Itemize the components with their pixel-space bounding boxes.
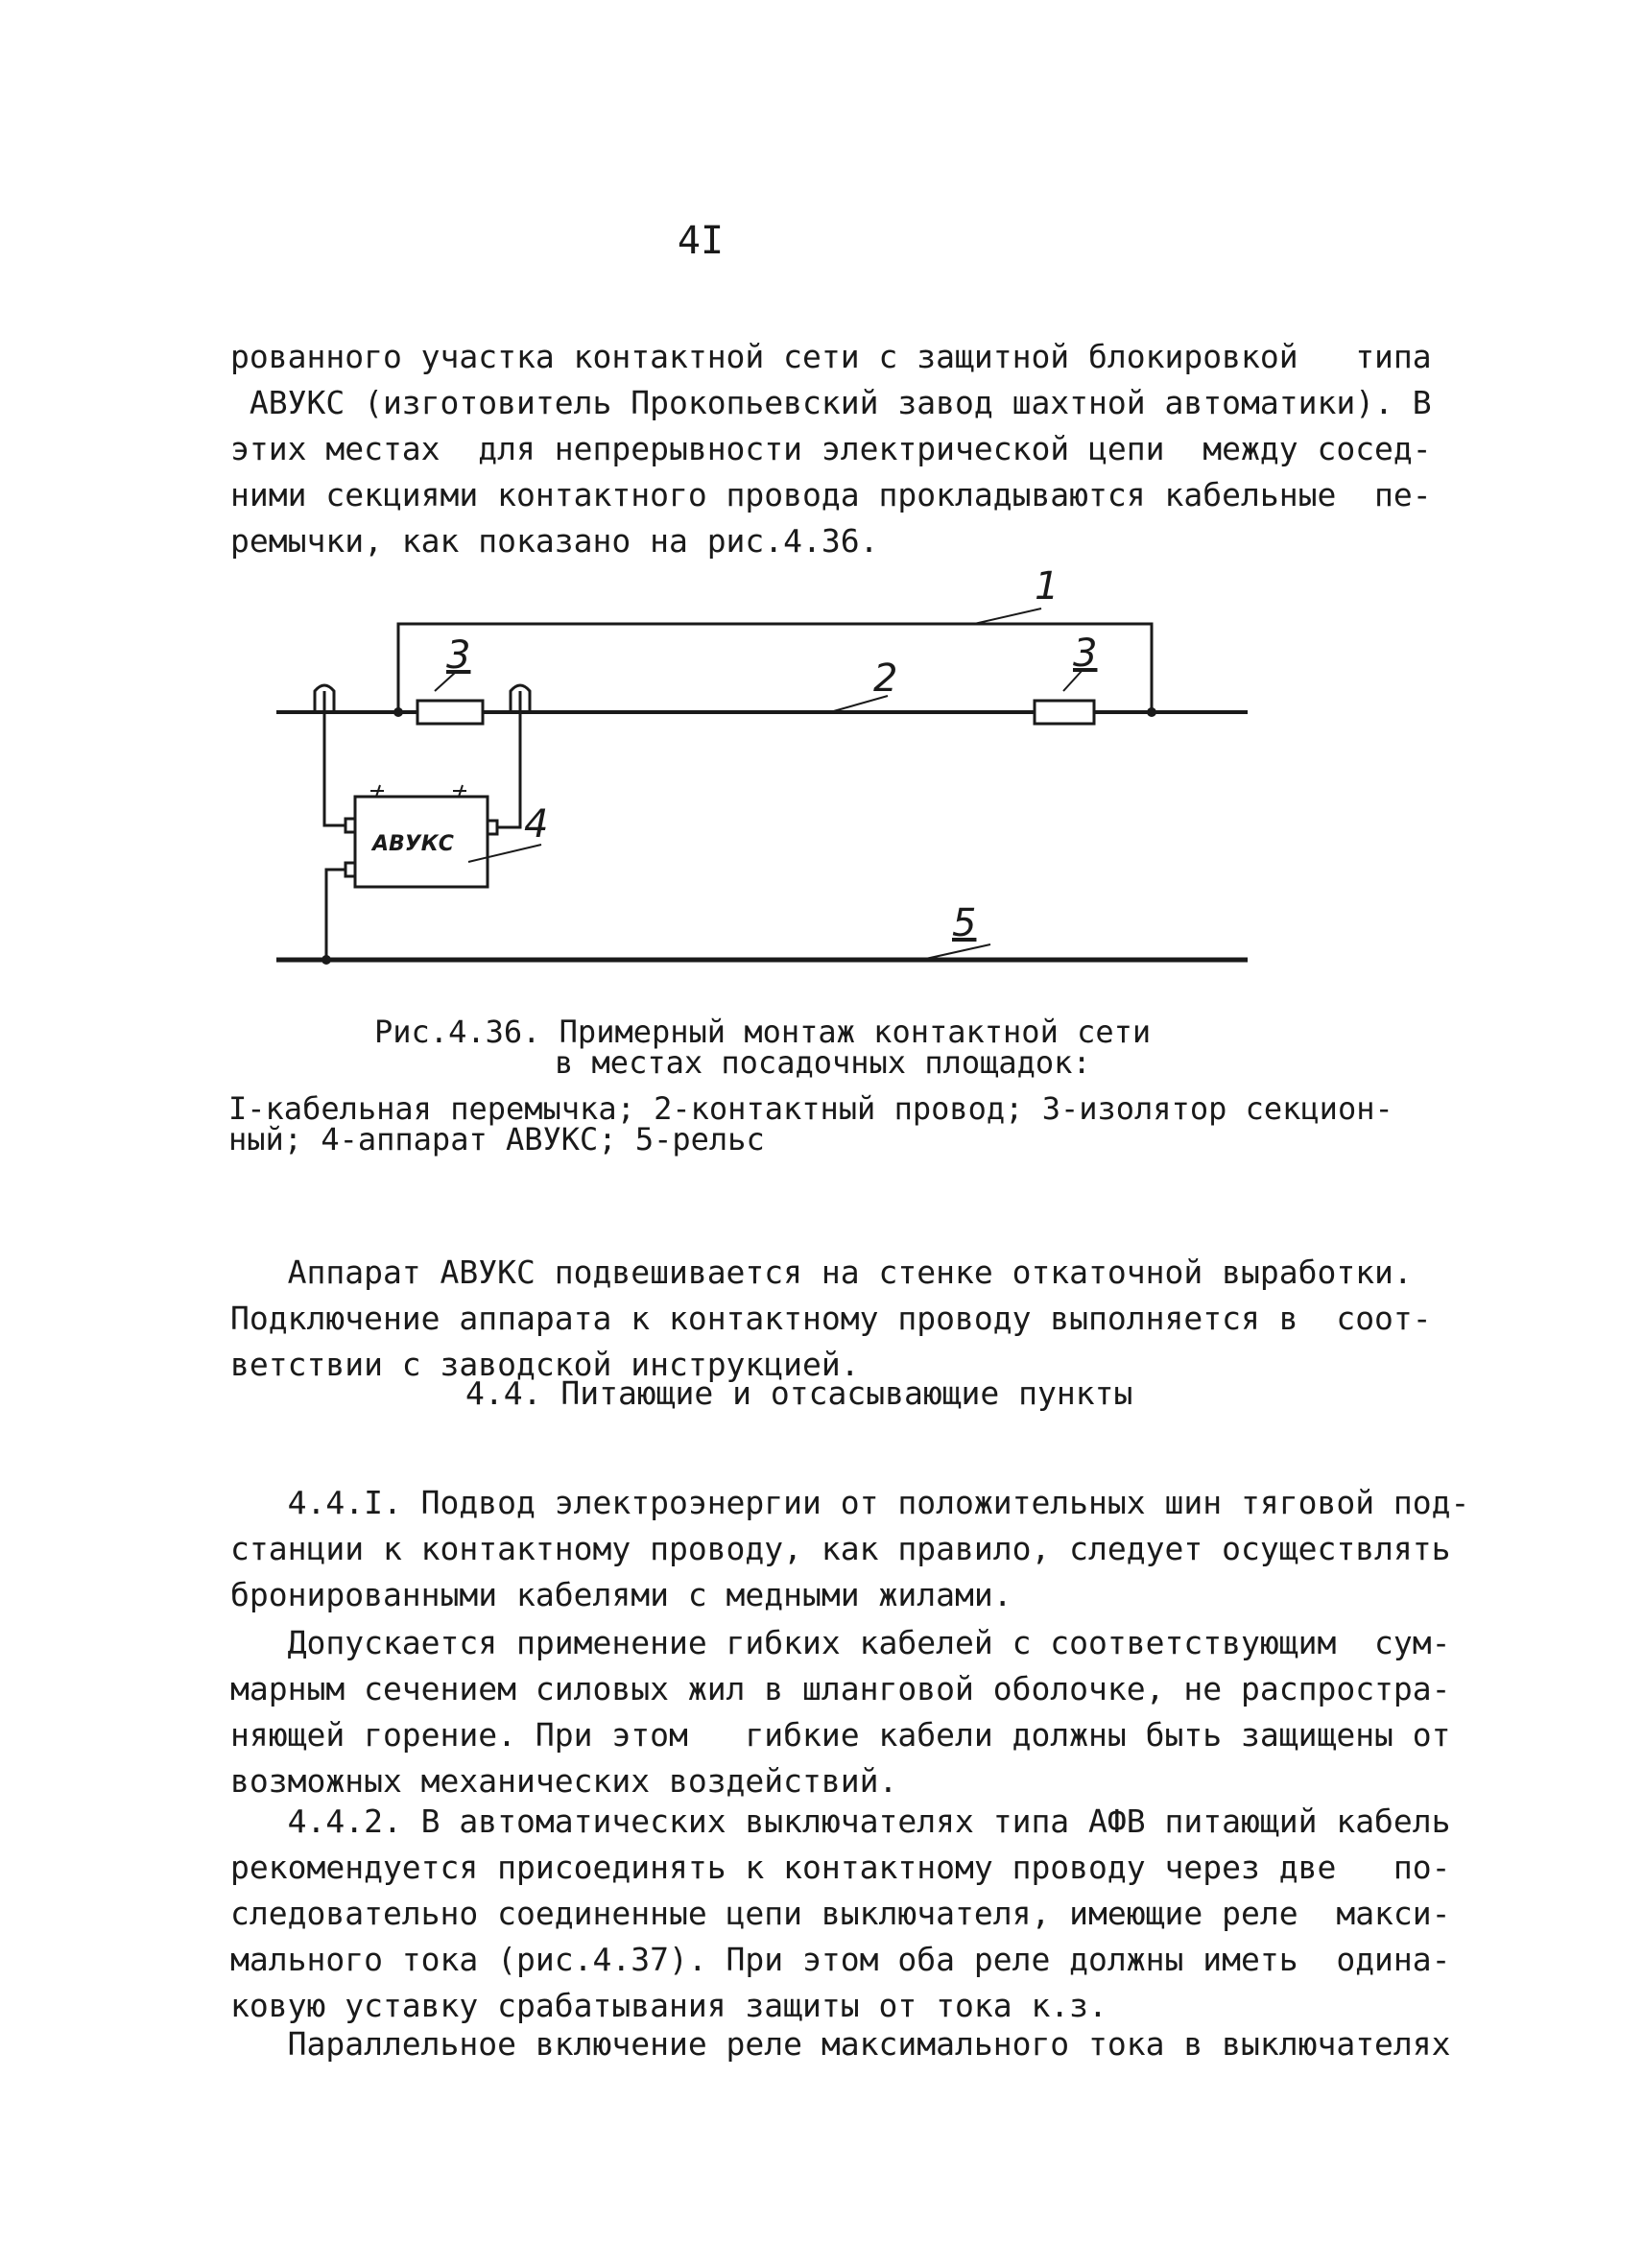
text-line: рекомендуется присоединять к контактному проводу через две по- bbox=[230, 1849, 1451, 1886]
text-line: станции к контактному проводу, как правило, следует осуществлять bbox=[230, 1530, 1451, 1567]
label-2: 2 bbox=[873, 657, 898, 701]
text-line: мального тока (рис.4.37). При этом оба реле должны иметь одина- bbox=[230, 1941, 1451, 1978]
text-line: ремычки, как показано на рис.4.36. bbox=[230, 522, 879, 560]
figure-legend-continued: ный; 4-аппарат АВУКС; 5-рельс bbox=[228, 1121, 765, 1158]
insulator-left bbox=[417, 701, 483, 724]
text-line: 4.4.2. В автоматических выключателях типа АФВ питающий кабель bbox=[230, 1802, 1451, 1840]
paragraph-parallel-relay bbox=[230, 1975, 1451, 2113]
label-4: 4 bbox=[524, 802, 549, 847]
mount-mark bbox=[370, 785, 384, 797]
text-line: бронированными кабелями с медными жилами. bbox=[230, 1576, 1012, 1613]
label-3-right: 3 bbox=[1073, 632, 1098, 676]
text-line: ковую уставку срабатывания защиты от тока к.з. bbox=[230, 1987, 1107, 2024]
leader-1 bbox=[974, 609, 1041, 624]
text-line: Аппарат АВУКС подвешивается на стенке откаточной выработки. bbox=[230, 1253, 1413, 1291]
label-3-left: 3 bbox=[446, 633, 471, 678]
label-1: 1 bbox=[1035, 564, 1060, 609]
avuks-label: АВУКС bbox=[372, 832, 454, 856]
junction-dot bbox=[1147, 707, 1156, 717]
figure-caption: Рис.4.36. Примерный монтаж контактной сети bbox=[374, 1014, 1152, 1050]
text-line: этих местах для непрерывности электрической цепи между сосед- bbox=[230, 430, 1432, 467]
terminal bbox=[345, 863, 355, 876]
terminal bbox=[345, 819, 355, 832]
text-line: ветствии с заводской инструкцией. bbox=[230, 1346, 860, 1383]
terminal bbox=[488, 821, 497, 834]
text-line: няющей горение. При этом гибкие кабели должны быть защищены от bbox=[230, 1716, 1451, 1754]
section-heading: 4.4. Питающие и отсасывающие пункты bbox=[465, 1374, 1133, 1412]
text-line: АВУКС (изготовитель Прокопьевский завод шахтной автоматики). В bbox=[230, 384, 1432, 421]
mount-mark bbox=[453, 785, 466, 797]
junction-dot bbox=[393, 707, 403, 717]
junction-dot bbox=[321, 955, 331, 965]
text-line: рованного участка контактной сети с защитной блокировкой типа bbox=[230, 338, 1432, 375]
label-5: 5 bbox=[952, 901, 977, 945]
text-line: возможных механических воздействий. bbox=[230, 1762, 898, 1800]
text-line: 4.4.I. Подвод электроэнергии от положительных шин тяговой под- bbox=[230, 1484, 1470, 1521]
figure-caption-continued: в местах посадочных площадок: bbox=[555, 1044, 1091, 1081]
text-line: Подключение аппарата к контактному проводу выполняется в соот- bbox=[230, 1300, 1432, 1337]
text-line: следовательно соединенные цепи выключателя, имеющие реле макси- bbox=[230, 1895, 1451, 1932]
text-line: Допускается применение гибких кабелей с соответствующим сум- bbox=[230, 1624, 1451, 1661]
text-line: Параллельное включение реле максимального тока в выключателях bbox=[230, 2025, 1451, 2063]
figure-legend: I-кабельная перемычка; 2-контактный провод; 3-изолятор секцион- bbox=[228, 1090, 1393, 1127]
wiring-diagram bbox=[259, 557, 1267, 979]
text-line: ними секциями контактного провода прокладываются кабельные пе- bbox=[230, 476, 1432, 513]
insulator-right bbox=[1035, 701, 1094, 724]
text-line: марным сечением силовых жил в шланговой оболочке, не распростра- bbox=[230, 1670, 1451, 1707]
device-rail-link bbox=[326, 870, 345, 960]
page-number: 4I bbox=[677, 219, 725, 263]
